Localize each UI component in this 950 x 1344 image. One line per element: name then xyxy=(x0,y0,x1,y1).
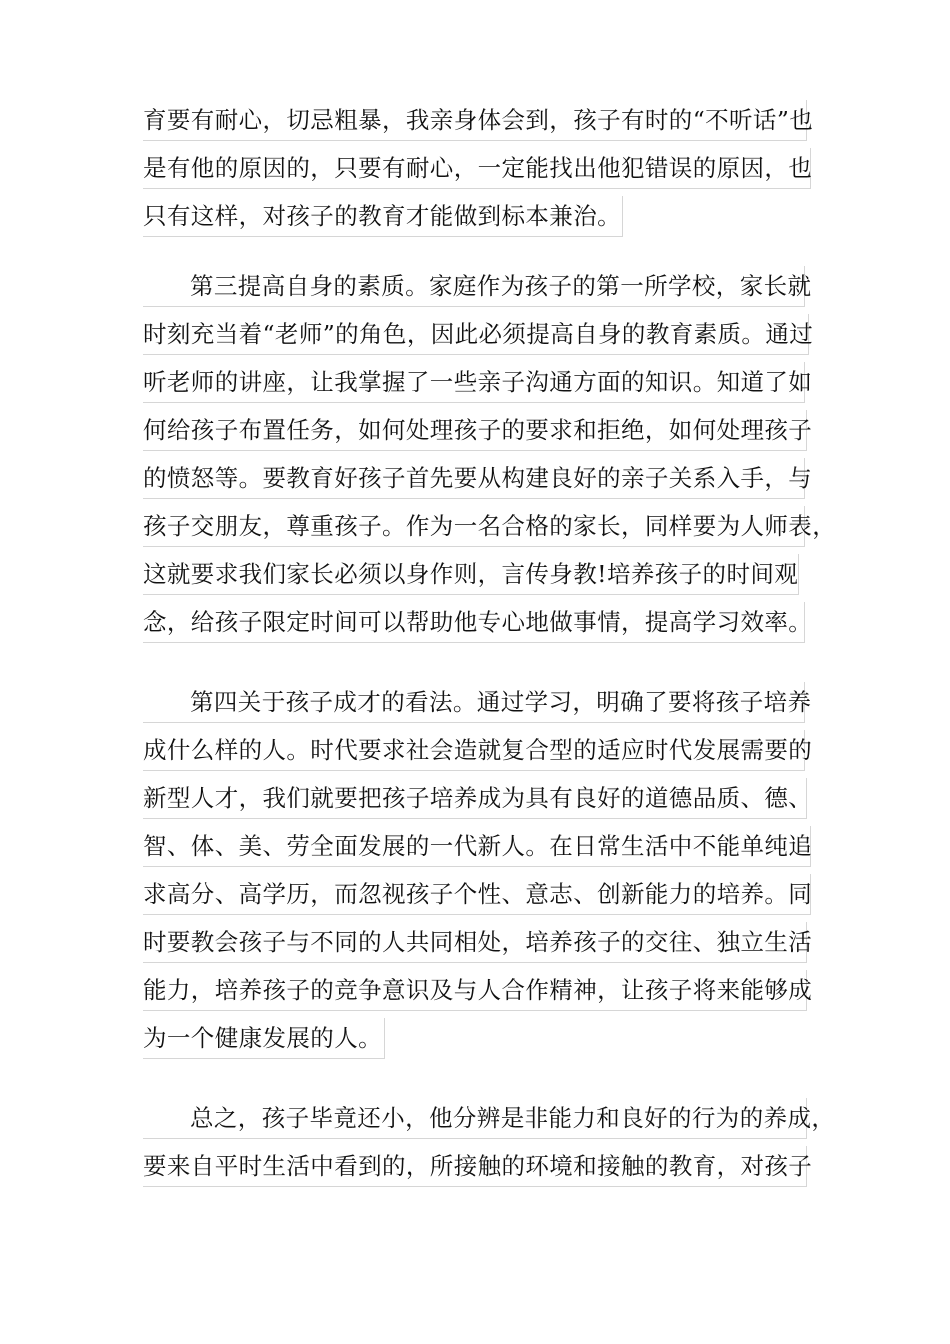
text-line: 第四关于孩子成才的看法。通过学习，明确了要将孩子培养 xyxy=(143,682,805,723)
text-line: 成什么样的人。时代要求社会造就复合型的适应时代发展需要的 xyxy=(143,730,805,771)
text-line: 求高分、高学历，而忽视孩子个性、意志、创新能力的培养。同 xyxy=(143,874,811,915)
text-line: 的愤怒等。要教育好孩子首先要从构建良好的亲子关系入手，与 xyxy=(143,458,805,499)
text-line: 何给孩子布置任务，如何处理孩子的要求和拒绝，如何处理孩子 xyxy=(143,410,807,451)
text-line: 总之，孩子毕竟还小，他分辨是非能力和良好的行为的养成， xyxy=(143,1098,807,1139)
text-line: 要来自平时生活中看到的，所接触的环境和接触的教育，对孩子 xyxy=(143,1146,807,1187)
text-line: 是有他的原因的，只要有耐心，一定能找出他犯错误的原因，也 xyxy=(143,148,811,189)
text-line: 念，给孩子限定时间可以帮助他专心地做事情，提高学习效率。 xyxy=(143,602,805,643)
text-line: 只有这样，对孩子的教育才能做到标本兼治。 xyxy=(143,196,623,237)
text-line: 听老师的讲座，让我掌握了一些亲子沟通方面的知识。知道了如 xyxy=(143,362,805,403)
text-line: 能力，培养孩子的竞争意识及与人合作精神，让孩子将来能够成 xyxy=(143,970,807,1011)
text-line: 时刻充当着“老师”的角色，因此必须提高自身的教育素质。通过 xyxy=(143,314,809,355)
text-line: 孩子交朋友，尊重孩子。作为一名合格的家长，同样要为人师表， xyxy=(143,506,805,547)
text-line: 这就要求我们家长必须以身作则，言传身教!培养孩子的时间观 xyxy=(143,554,799,595)
text-line: 育要有耐心，切忌粗暴，我亲身体会到，孩子有时的“不听话”也 xyxy=(143,100,807,141)
text-line: 新型人才，我们就要把孩子培养成为具有良好的道德品质、德、 xyxy=(143,778,807,819)
text-line: 为一个健康发展的人。 xyxy=(143,1018,385,1059)
text-line: 第三提高自身的素质。家庭作为孩子的第一所学校，家长就 xyxy=(143,266,805,307)
text-line: 时要教会孩子与不同的人共同相处，培养孩子的交往、独立生活 xyxy=(143,922,807,963)
text-line: 智、体、美、劳全面发展的一代新人。在日常生活中不能单纯追 xyxy=(143,826,811,867)
